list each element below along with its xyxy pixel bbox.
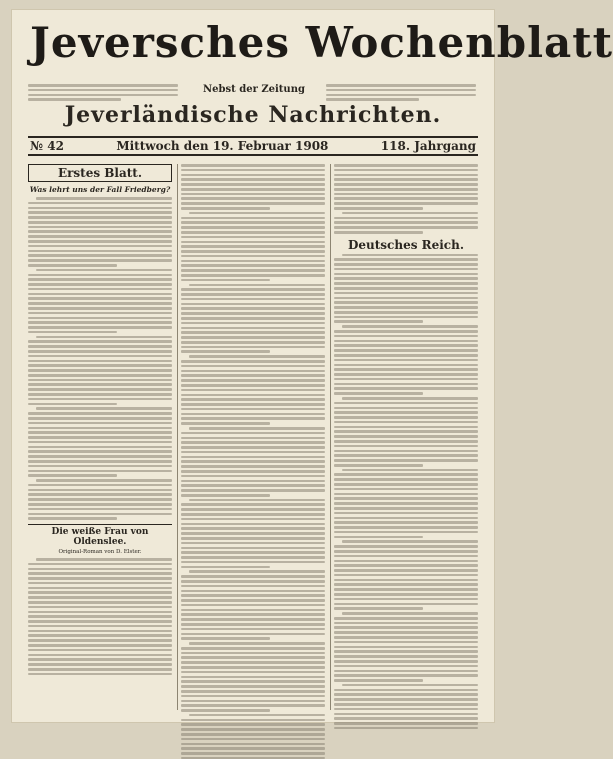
- masthead-subtitle: Jeverländische Nachrichten.: [64, 102, 442, 128]
- newspaper-page: [12, 10, 613, 722]
- masthead-title: Jeversches Wochenblatt: [30, 18, 613, 67]
- masthead-supplement: Nebst der Zeitung: [203, 84, 305, 95]
- dateline: [28, 136, 478, 156]
- column-2-body: [181, 164, 325, 759]
- column-2: [181, 164, 325, 710]
- column-1: [28, 164, 172, 710]
- feuilleton-body: [28, 558, 172, 675]
- feuilleton-title: Die weiße Frau von Oldenslee.: [51, 526, 149, 547]
- column-rule: [330, 164, 331, 710]
- issue-volume: 118. Jahrgang: [380, 139, 476, 153]
- feuilleton-author: Original-Roman von D. Elster.: [58, 548, 142, 555]
- column-3: [334, 164, 478, 710]
- column-3-top-body: [334, 164, 478, 234]
- issue-number: № 42: [30, 139, 64, 153]
- issue-date: Mittwoch den 19. Februar 1908: [116, 139, 329, 153]
- column-rule: [177, 164, 178, 710]
- lead-article-body: [28, 197, 172, 520]
- section-heading-first-page: Erstes Blatt.: [28, 164, 172, 182]
- reich-body: [334, 254, 478, 730]
- lead-article-headline: Was lehrt uns der Fall Friedberg?: [29, 185, 171, 194]
- subscription-notice: [28, 84, 178, 101]
- advertising-notice: [326, 84, 476, 101]
- section-heading-reich: Deutsches Reich.: [347, 237, 465, 252]
- feuilleton-rule: [28, 524, 172, 525]
